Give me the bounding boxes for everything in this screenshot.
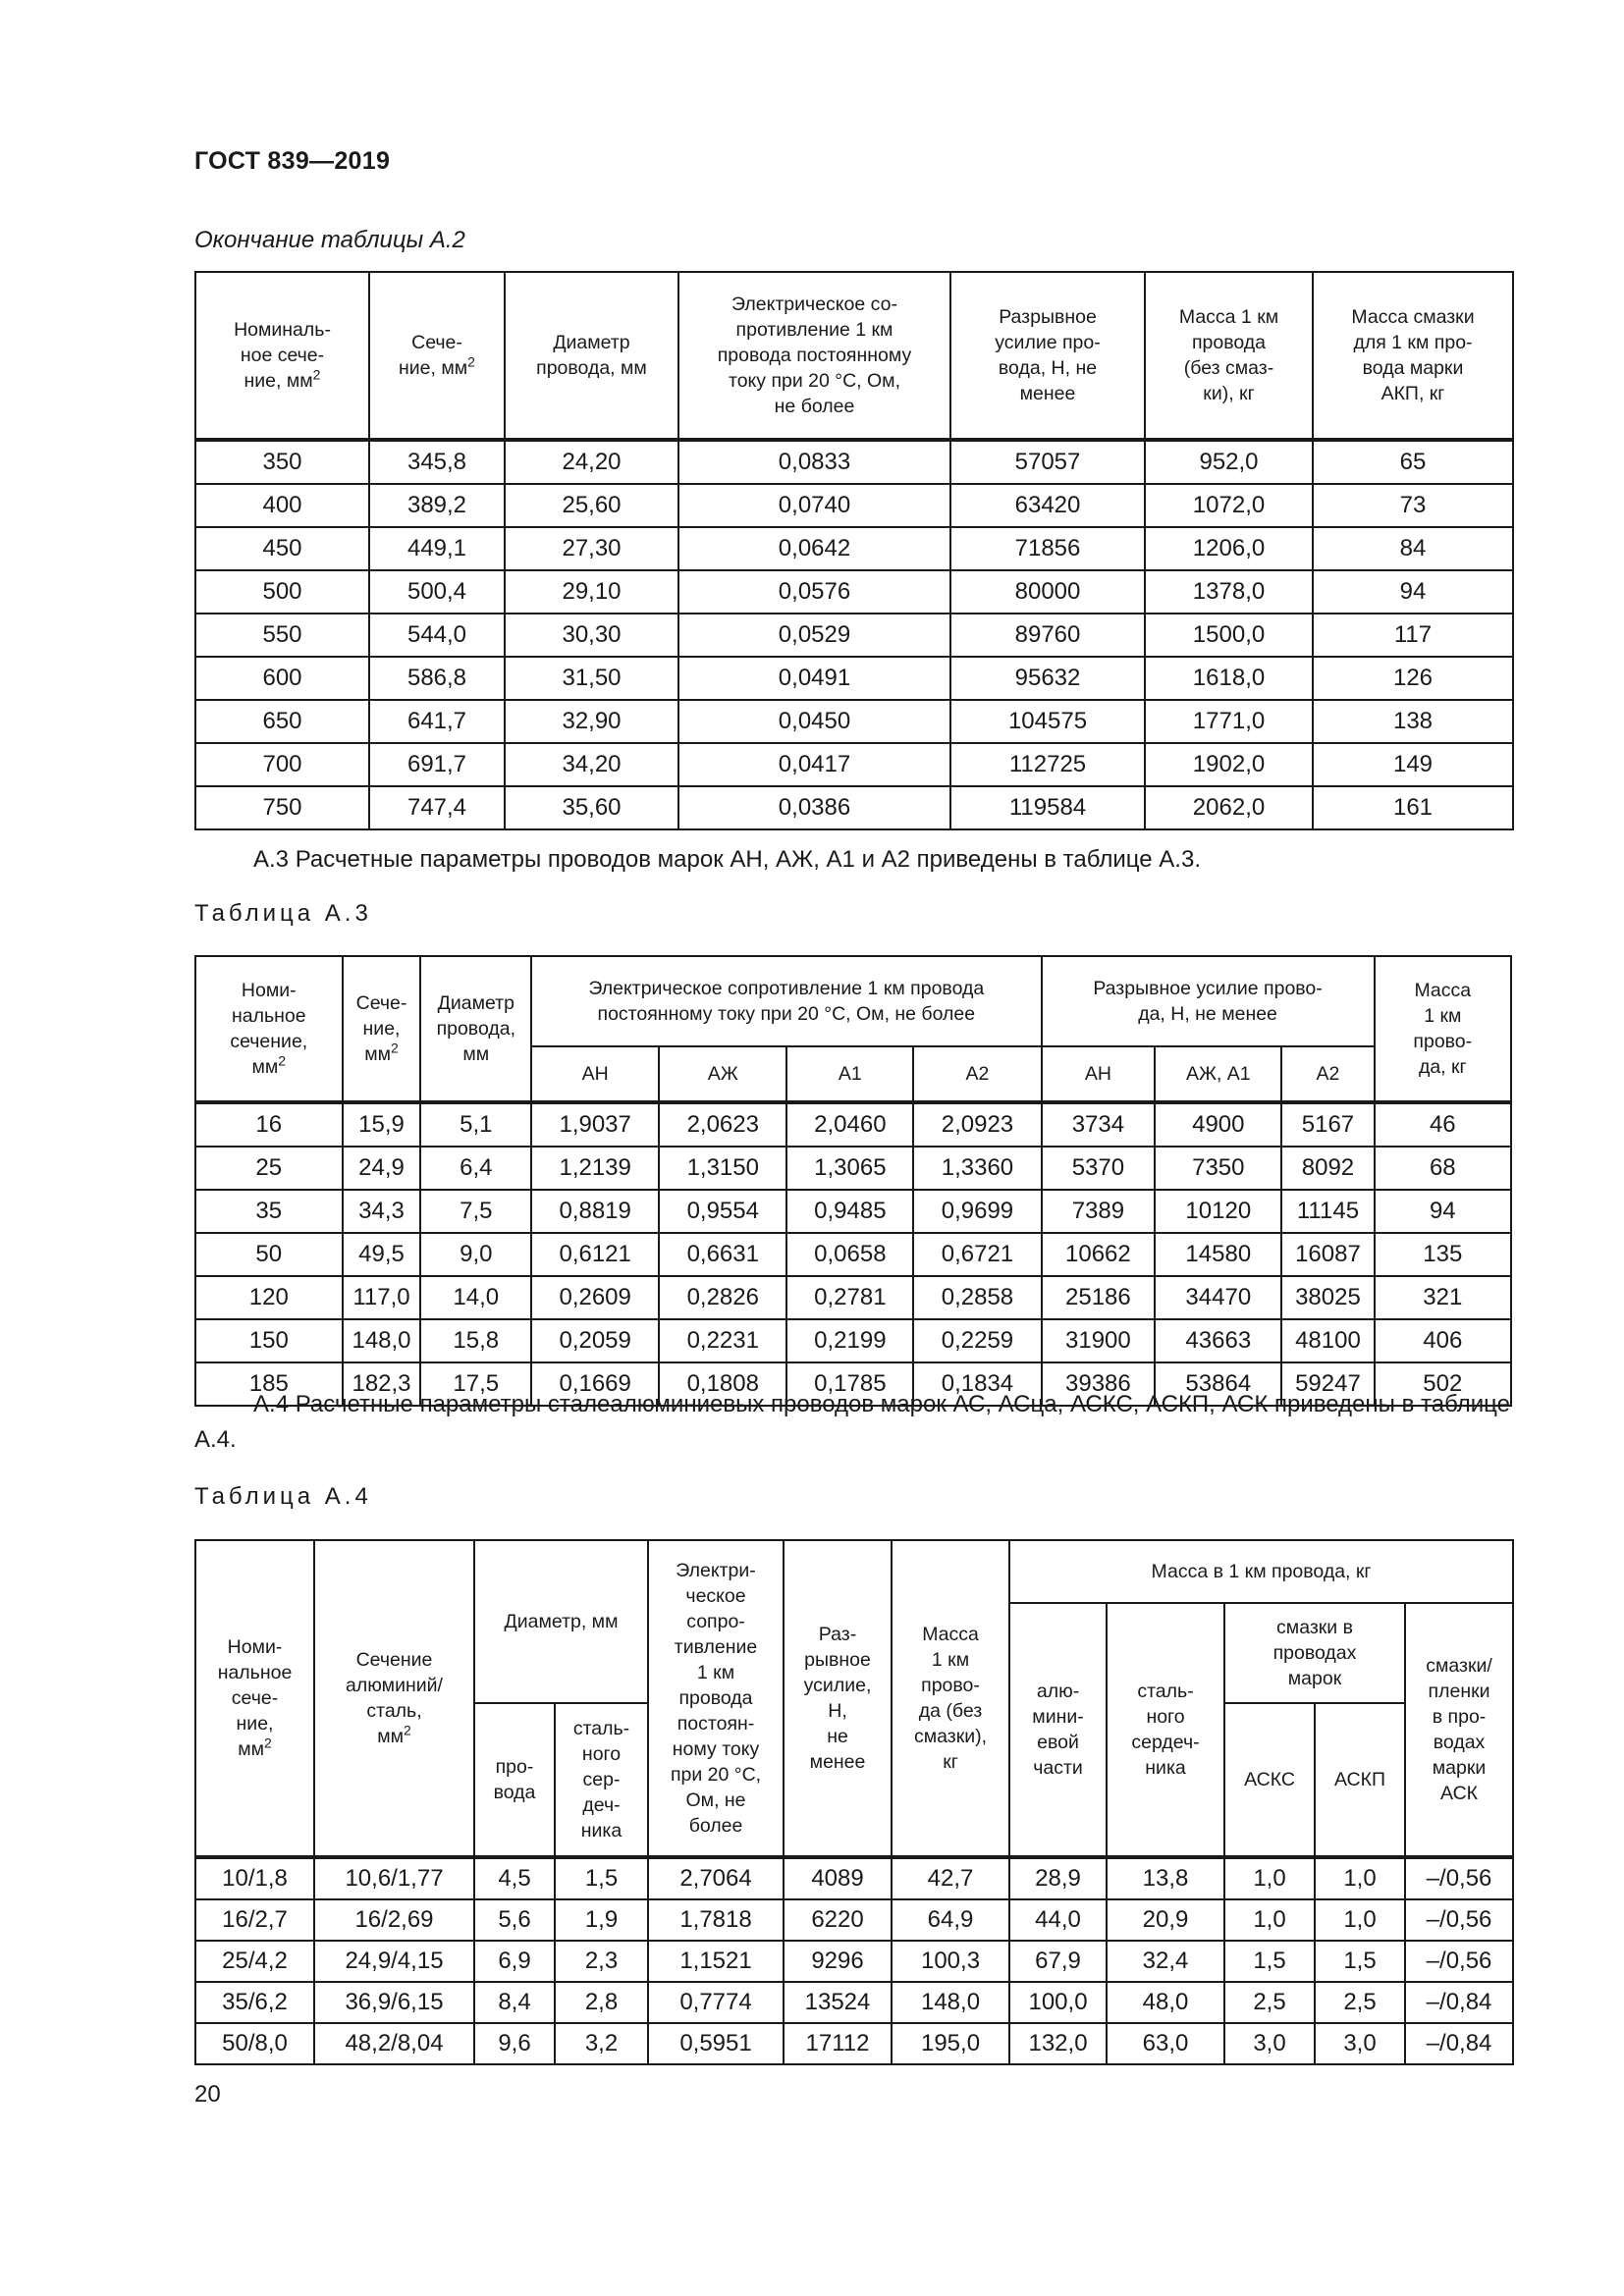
table-cell: 10/1,8 [195, 1857, 314, 1899]
table-cell: 119584 [950, 786, 1145, 829]
table-cell: 64,9 [892, 1899, 1009, 1941]
table-cell: –/0,56 [1405, 1857, 1513, 1899]
table-cell: 10,6/1,77 [314, 1857, 474, 1899]
table-cell: 406 [1375, 1319, 1511, 1362]
table-cell: 30,30 [505, 614, 678, 657]
table-cell: 0,0740 [678, 484, 950, 527]
table-cell: 5167 [1281, 1102, 1374, 1147]
table-cell: 36,9/6,15 [314, 1982, 474, 2023]
table-row [195, 614, 1513, 657]
table-row [195, 1102, 1511, 1147]
table-cell: 182,3 [343, 1362, 421, 1406]
table-cell: 0,2826 [659, 1276, 786, 1319]
table-cell: 641,7 [369, 700, 505, 743]
table-cell: 25,60 [505, 484, 678, 527]
table-cell: 2,5 [1315, 1982, 1405, 2023]
header-brk-a2: А2 [1281, 1046, 1374, 1102]
table-row [195, 2023, 1513, 2064]
table-row [195, 440, 1513, 484]
table-row [195, 527, 1513, 570]
table-cell: 28,9 [1009, 1857, 1107, 1899]
table-cell: 15,8 [420, 1319, 531, 1362]
table-cell: 16087 [1281, 1233, 1374, 1276]
header-cell: Номиналь- ное сече- ние, $мм^2$ [195, 272, 369, 440]
table-cell: 0,2059 [531, 1319, 659, 1362]
table-cell: 9296 [784, 1941, 892, 1982]
header-nominal-section: Номи- нальное сечение, $мм^2$ [195, 956, 343, 1102]
table-cell: 0,1669 [531, 1362, 659, 1406]
table-cell: 1,0 [1224, 1857, 1315, 1899]
table-cell: 35/6,2 [195, 1982, 314, 2023]
header-brk-an: АН [1042, 1046, 1156, 1102]
table-cell: 0,2781 [786, 1276, 913, 1319]
table-cell: 0,8819 [531, 1190, 659, 1233]
header-breaking-force: Разрывное усилие прово- да, Н, не менее [1042, 956, 1375, 1046]
table-cell: 14580 [1155, 1233, 1281, 1276]
table-cell: 84 [1313, 527, 1513, 570]
table-cell: 32,90 [505, 700, 678, 743]
table-cell: 0,7774 [648, 1982, 784, 2023]
header-grease-marks: смазки в проводах марок [1224, 1603, 1405, 1703]
header-section: Сече- ние, $мм^2$ [343, 956, 421, 1102]
table-cell: 80000 [950, 570, 1145, 614]
table-cell: 1,5 [1224, 1941, 1315, 1982]
table-cell: 0,1834 [913, 1362, 1041, 1406]
table-a2 [194, 271, 1514, 830]
table-cell: 185 [195, 1362, 343, 1406]
table-cell: 0,0386 [678, 786, 950, 829]
table-cell: 544,0 [369, 614, 505, 657]
table-cell: 2,3 [555, 1941, 648, 1982]
table-row [195, 1899, 1513, 1941]
table-cell: 0,2858 [913, 1276, 1041, 1319]
table-cell: 1,0 [1315, 1899, 1405, 1941]
table-cell: 57057 [950, 440, 1145, 484]
table-cell: 600 [195, 657, 369, 700]
table-cell: 10662 [1042, 1233, 1156, 1276]
table-cell: 2,8 [555, 1982, 648, 2023]
table-header-row [195, 1540, 1513, 1603]
table-cell: 2062,0 [1145, 786, 1313, 829]
table-cell: 0,6631 [659, 1233, 786, 1276]
table-cell: 1,5 [555, 1857, 648, 1899]
header-res-an: АН [531, 1046, 659, 1102]
table-cell: 1,2139 [531, 1147, 659, 1190]
table-cell: 11145 [1281, 1190, 1374, 1233]
table-cell: 25/4,2 [195, 1941, 314, 1982]
table-row [195, 786, 1513, 829]
table-cell: 46 [1375, 1102, 1511, 1147]
header-cell: Масса смазки для 1 км про- вода марки АКП, кг [1313, 272, 1513, 440]
table-cell: 13,8 [1107, 1857, 1224, 1899]
header-cell: Масса 1 км провода (без смаз- ки), кг [1145, 272, 1313, 440]
table-a4 [194, 1539, 1514, 2065]
table-cell: 0,1808 [659, 1362, 786, 1406]
table-cell: –/0,84 [1405, 2023, 1513, 2064]
table-cell: 2,5 [1224, 1982, 1315, 2023]
table-cell: 4089 [784, 1857, 892, 1899]
table-cell: 148,0 [343, 1319, 421, 1362]
table-cell: 6,9 [474, 1941, 555, 1982]
table-cell: 95632 [950, 657, 1145, 700]
table-a3-caption: Таблица А.3 [194, 900, 372, 927]
table-cell: –/0,84 [1405, 1982, 1513, 2023]
table-cell: 350 [195, 440, 369, 484]
table-cell: 0,9485 [786, 1190, 913, 1233]
table-row [195, 570, 1513, 614]
table-cell: 8092 [1281, 1147, 1374, 1190]
table-cell: 89760 [950, 614, 1145, 657]
table-cell: 5,6 [474, 1899, 555, 1941]
table-cell: 16/2,7 [195, 1899, 314, 1941]
table-row [195, 700, 1513, 743]
table-cell: 691,7 [369, 743, 505, 786]
table-cell: 117 [1313, 614, 1513, 657]
table-cell: 34,20 [505, 743, 678, 786]
table-cell: 27,30 [505, 527, 678, 570]
table-cell: 24,9 [343, 1147, 421, 1190]
table-cell: 112725 [950, 743, 1145, 786]
table-cell: 17,5 [420, 1362, 531, 1406]
table-cell: 20,9 [1107, 1899, 1224, 1941]
table-cell: 500 [195, 570, 369, 614]
table-cell: 100,3 [892, 1941, 1009, 1982]
table-cell: 0,6721 [913, 1233, 1041, 1276]
table-cell: 1,0 [1224, 1899, 1315, 1941]
header-res-azh: АЖ [659, 1046, 786, 1102]
table-cell: 1206,0 [1145, 527, 1313, 570]
table-cell: 2,7064 [648, 1857, 784, 1899]
header-cell: Электрическое со- противление 1 км провода постоянному току при 20 °С, Ом, не более [678, 272, 950, 440]
table-cell: 9,6 [474, 2023, 555, 2064]
table-cell: 1618,0 [1145, 657, 1313, 700]
table-cell: 195,0 [892, 2023, 1009, 2064]
table-cell: 4,5 [474, 1857, 555, 1899]
table-cell: 747,4 [369, 786, 505, 829]
table-cell: 2,0623 [659, 1102, 786, 1147]
table-cell: 73 [1313, 484, 1513, 527]
table-cell: 24,20 [505, 440, 678, 484]
table-cell: 71856 [950, 527, 1145, 570]
header-resistance: Электри- ческое сопро- тивление 1 км провода постоян- ному току при 20 °С, Ом, не более [648, 1540, 784, 1857]
header-diam-core: сталь- ного сер- деч- ника [555, 1703, 648, 1857]
table-cell: 952,0 [1145, 440, 1313, 484]
table-cell: 31900 [1042, 1319, 1156, 1362]
table-cell: 59247 [1281, 1362, 1374, 1406]
header-asks: АСКС [1224, 1703, 1315, 1857]
table-cell: 1771,0 [1145, 700, 1313, 743]
header-steel-core: сталь- ного сердеч- ника [1107, 1603, 1224, 1857]
table-row [195, 1190, 1511, 1233]
table-cell: 4900 [1155, 1102, 1281, 1147]
table-cell: 321 [1375, 1276, 1511, 1319]
table-cell: 500,4 [369, 570, 505, 614]
header-nominal-section: Номи- нальное сече- ние, $мм^2$ [195, 1540, 314, 1857]
header-ask: смазки/ пленки в про- водах марки АСК [1405, 1603, 1513, 1857]
table-cell: 3,2 [555, 2023, 648, 2064]
table-cell: 650 [195, 700, 369, 743]
table-cell: 149 [1313, 743, 1513, 786]
table-cell: 502 [1375, 1362, 1511, 1406]
table-cell: 0,9554 [659, 1190, 786, 1233]
table-cell: 1,9 [555, 1899, 648, 1941]
table-cell: 35,60 [505, 786, 678, 829]
table-cell: 48,2/8,04 [314, 2023, 474, 2064]
paragraph-a3: А.3 Расчетные параметры проводов марок АН, АЖ, А1 и А2 приведены в таблице А.3. [253, 846, 1201, 873]
header-cell: Диаметр провода, мм [505, 272, 678, 440]
table-cell: 48100 [1281, 1319, 1374, 1362]
table-cell: 3734 [1042, 1102, 1156, 1147]
table-cell: 161 [1313, 786, 1513, 829]
table-cell: 24,9/4,15 [314, 1941, 474, 1982]
table-cell: 1500,0 [1145, 614, 1313, 657]
table-row [195, 743, 1513, 786]
header-res-a2: А2 [913, 1046, 1041, 1102]
table-cell: 25 [195, 1147, 343, 1190]
table-cell: 1,0 [1315, 1857, 1405, 1899]
table-cell: 7,5 [420, 1190, 531, 1233]
table-cell: 0,2231 [659, 1319, 786, 1362]
table-cell: 0,2609 [531, 1276, 659, 1319]
table-cell: 135 [1375, 1233, 1511, 1276]
table-cell: 0,0576 [678, 570, 950, 614]
table-cell: 25186 [1042, 1276, 1156, 1319]
table-cell: 1,5 [1315, 1941, 1405, 1982]
table-cell: 63420 [950, 484, 1145, 527]
header-diam-wire: про- вода [474, 1703, 555, 1857]
header-diameter: Диаметр провода, мм [420, 956, 531, 1102]
table-cell: 550 [195, 614, 369, 657]
table-cell: 0,6121 [531, 1233, 659, 1276]
table-cell: 17112 [784, 2023, 892, 2064]
table-cell: 1,3150 [659, 1147, 786, 1190]
table-cell: 100,0 [1009, 1982, 1107, 2023]
table-row [195, 1941, 1513, 1982]
table-cell: 0,0642 [678, 527, 950, 570]
table-cell: 14,0 [420, 1276, 531, 1319]
table-cell: 0,0491 [678, 657, 950, 700]
table-body [195, 440, 1513, 829]
table-cell: 389,2 [369, 484, 505, 527]
table-cell: 750 [195, 786, 369, 829]
header-aluminium-part: алю- мини- евой части [1009, 1603, 1107, 1857]
table-cell: 6220 [784, 1899, 892, 1941]
table-cell: 138 [1313, 700, 1513, 743]
table-cell: 3,0 [1315, 2023, 1405, 2064]
table-cell: 1378,0 [1145, 570, 1313, 614]
table-cell: 5370 [1042, 1147, 1156, 1190]
table-body [195, 1102, 1511, 1406]
table-header-row [195, 956, 1511, 1046]
table-cell: 0,2199 [786, 1319, 913, 1362]
table-cell: 13524 [784, 1982, 892, 2023]
table-header-row [195, 272, 1513, 440]
header-mass-1km: Масса 1 км прово- да (без смазки), кг [892, 1540, 1009, 1857]
table-cell: 120 [195, 1276, 343, 1319]
table-cell: 0,9699 [913, 1190, 1041, 1233]
table-cell: 15,9 [343, 1102, 421, 1147]
table-cell: 67,9 [1009, 1941, 1107, 1982]
header-res-a1: А1 [786, 1046, 913, 1102]
header-mass-group: Масса в 1 км провода, кг [1009, 1540, 1513, 1603]
table-cell: 0,0658 [786, 1233, 913, 1276]
table-cell: 31,50 [505, 657, 678, 700]
table-cell: 32,4 [1107, 1941, 1224, 1982]
header-diameter: Диаметр, мм [474, 1540, 648, 1703]
table-cell: 117,0 [343, 1276, 421, 1319]
header-cell: Сече- ние, $мм^2$ [369, 272, 505, 440]
table-cell: 1,3065 [786, 1147, 913, 1190]
table-cell: 126 [1313, 657, 1513, 700]
header-breaking-force: Раз- рывное усилие, Н, не менее [784, 1540, 892, 1857]
table-cell: 2,0460 [786, 1102, 913, 1147]
table-cell: 0,0833 [678, 440, 950, 484]
table-cell: 449,1 [369, 527, 505, 570]
table-row [195, 1147, 1511, 1190]
table-cell: 5,1 [420, 1102, 531, 1147]
header-section: Сечение алюминий/ сталь, $мм^2$ [314, 1540, 474, 1857]
header-askp: АСКП [1315, 1703, 1405, 1857]
table-cell: 1072,0 [1145, 484, 1313, 527]
table-cell: 0,1785 [786, 1362, 913, 1406]
table-cell: 94 [1313, 570, 1513, 614]
table-cell: 345,8 [369, 440, 505, 484]
table-cell: 400 [195, 484, 369, 527]
table-cell: –/0,56 [1405, 1899, 1513, 1941]
table-cell: 49,5 [343, 1233, 421, 1276]
table-cell: 50 [195, 1233, 343, 1276]
table-cell: 1,7818 [648, 1899, 784, 1941]
table-row [195, 1857, 1513, 1899]
table-cell: 0,0450 [678, 700, 950, 743]
table-cell: 63,0 [1107, 2023, 1224, 2064]
table-cell: 34,3 [343, 1190, 421, 1233]
table-cell: –/0,56 [1405, 1941, 1513, 1982]
table-row [195, 1982, 1513, 2023]
table-cell: 34470 [1155, 1276, 1281, 1319]
table-cell: 150 [195, 1319, 343, 1362]
table-cell: 0,0529 [678, 614, 950, 657]
table-a4-caption: Таблица А.4 [194, 1483, 372, 1510]
table-cell: 29,10 [505, 570, 678, 614]
table-a3 [194, 955, 1512, 1407]
table-body [195, 1857, 1513, 2064]
table-cell: 104575 [950, 700, 1145, 743]
standard-designation: ГОСТ 839—2019 [194, 147, 391, 175]
table-cell: 48,0 [1107, 1982, 1224, 2023]
table-cell: 1,9037 [531, 1102, 659, 1147]
table-row [195, 484, 1513, 527]
paragraph-a4: А.4 Расчетные параметры сталеалюминиевых проводов марок АС, АСца, АСКС, АСКП, АСК приведены в таблице А.4. [194, 1391, 1510, 1453]
table-cell: 1,1521 [648, 1941, 784, 1982]
table-cell: 8,4 [474, 1982, 555, 2023]
table-cell: 586,8 [369, 657, 505, 700]
table-cell: 6,4 [420, 1147, 531, 1190]
table-cell: 1,3360 [913, 1147, 1041, 1190]
header-resistance: Электрическое сопротивление 1 км провода постоянному току при 20 °С, Ом, не более [531, 956, 1041, 1046]
table-cell: 44,0 [1009, 1899, 1107, 1941]
table-cell: 53864 [1155, 1362, 1281, 1406]
table-cell: 700 [195, 743, 369, 786]
table-cell: 0,0417 [678, 743, 950, 786]
table-cell: 1902,0 [1145, 743, 1313, 786]
table-cell: 450 [195, 527, 369, 570]
table-row [195, 1276, 1511, 1319]
header-brk-azh-a1: АЖ, А1 [1155, 1046, 1281, 1102]
table-row [195, 1319, 1511, 1362]
table-cell: 7350 [1155, 1147, 1281, 1190]
table-cell: 43663 [1155, 1319, 1281, 1362]
table-cell: 0,2259 [913, 1319, 1041, 1362]
table-cell: 7389 [1042, 1190, 1156, 1233]
table-cell: 3,0 [1224, 2023, 1315, 2064]
table-cell: 0,5951 [648, 2023, 784, 2064]
table-cell: 94 [1375, 1190, 1511, 1233]
table-cell: 132,0 [1009, 2023, 1107, 2064]
header-mass: Масса 1 км прово- да, кг [1375, 956, 1511, 1102]
table-cell: 10120 [1155, 1190, 1281, 1233]
table-cell: 9,0 [420, 1233, 531, 1276]
header-cell: Разрывное усилие про- вода, Н, не менее [950, 272, 1145, 440]
table-cell: 65 [1313, 440, 1513, 484]
table-cell: 16 [195, 1102, 343, 1147]
page-number: 20 [194, 2081, 221, 2108]
table-cell: 16/2,69 [314, 1899, 474, 1941]
table-cell: 68 [1375, 1147, 1511, 1190]
table-cell: 2,0923 [913, 1102, 1041, 1147]
table-cell: 38025 [1281, 1276, 1374, 1319]
table-row [195, 1233, 1511, 1276]
table-a2-continuation-caption: Окончание таблицы А.2 [194, 227, 465, 253]
table-cell: 39386 [1042, 1362, 1156, 1406]
table-cell: 148,0 [892, 1982, 1009, 2023]
table-cell: 35 [195, 1190, 343, 1233]
table-row [195, 657, 1513, 700]
table-cell: 50/8,0 [195, 2023, 314, 2064]
table-cell: 42,7 [892, 1857, 1009, 1899]
